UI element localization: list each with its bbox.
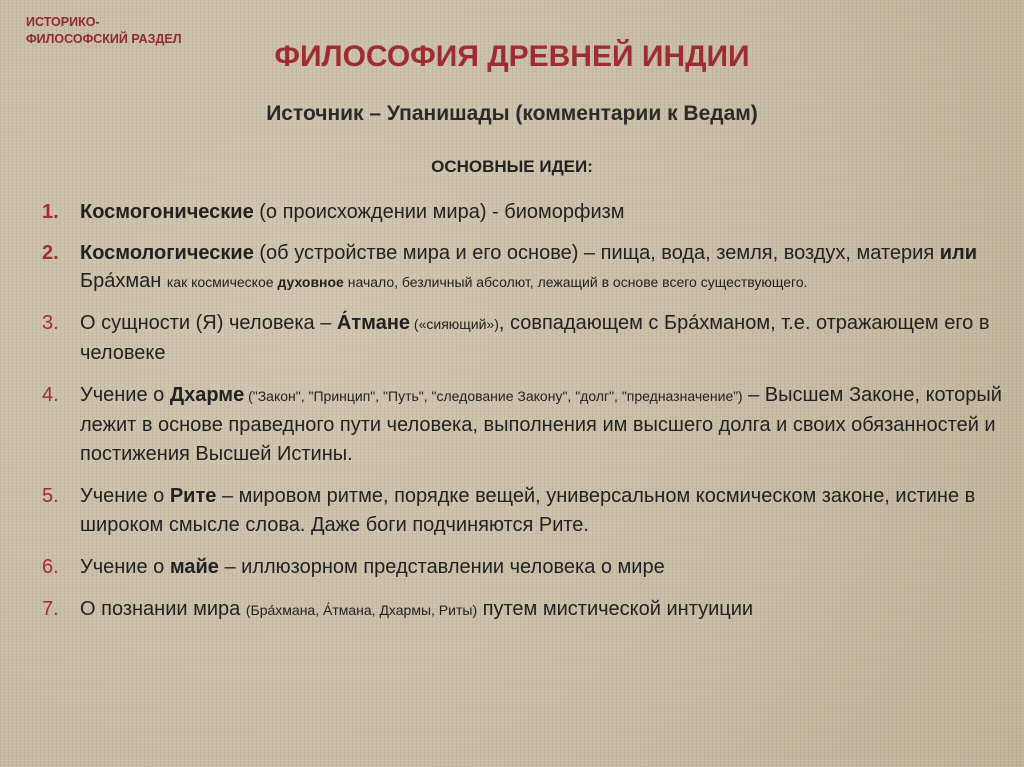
item-note: (Бра́хмана, А́тмана, Дхармы, Риты) [245, 602, 478, 618]
item-text: – Высшем Законе, который лежит в основе праведного пути человека, выполнения им высшего долга и своих обязанностей и постижения Высшей Истины. [80, 384, 1002, 465]
item-text: О сущности (Я) человека – [80, 312, 337, 334]
item-keyword: Космологические [80, 242, 254, 264]
item-text: путем мистической интуиции [477, 598, 754, 620]
item-text: (о происхождении мира) - биоморфизм [253, 201, 625, 223]
item-keyword: Рите [169, 485, 217, 507]
item-number: 1. [42, 201, 59, 223]
item-note: начало, безличный абсолют, лежащий в основе всего существующего. [343, 274, 808, 290]
item-number: 5. [42, 485, 59, 507]
ideas-list [42, 198, 1002, 638]
item-note: ("Закон", "Принцип", "Путь", "следование Закону", "долг", "предназначение”) [244, 388, 743, 404]
section-label-line1: ИСТОРИКО- [26, 15, 100, 29]
item-keyword: или [939, 242, 978, 264]
item-text: – мировом ритме, порядке вещей, универсальном космическом законе, истине в широком смысле слова. Даже боги подчиняются Рите. [80, 485, 976, 536]
list-item [42, 553, 1002, 582]
item-number: 4. [42, 384, 59, 406]
page-subtitle: Источник – Упанишады (комментарии к Ведам) [266, 102, 758, 125]
item-number: 3. [42, 312, 59, 334]
item-text: , совпадающем с Бра́хманом, т.е. отражающем его в человеке [80, 312, 990, 364]
page-title: ФИЛОСОФИЯ ДРЕВНЕЙ ИНДИИ [274, 40, 750, 73]
item-text: Учение о [80, 384, 170, 406]
item-text: – иллюзорном представлении человека о мире [218, 556, 665, 578]
item-keyword: майе [169, 556, 219, 578]
item-text: Учение о [80, 556, 170, 578]
section-label-line2: ФИЛОСОФСКИЙ РАЗДЕЛ [26, 32, 182, 46]
item-text: О познании мира [80, 598, 246, 620]
item-text: (об устройстве мира и его основе) – пища, вода, земля, воздух, материя [253, 242, 940, 264]
item-keyword: Космогонические [80, 201, 254, 223]
item-note: как космическое [166, 274, 278, 290]
list-item [42, 381, 1002, 469]
list-item [42, 482, 1002, 540]
ideas-heading: ОСНОВНЫЕ ИДЕИ: [431, 157, 593, 176]
item-number: 2. [42, 242, 59, 264]
item-keyword: А́тмане [336, 312, 411, 334]
item-text: Учение о [80, 485, 170, 507]
item-number: 6. [42, 556, 59, 578]
item-note-bold: духовное [277, 274, 344, 290]
list-item [42, 198, 1002, 227]
item-number: 7. [42, 598, 59, 620]
item-text: Бра́хман [80, 270, 167, 292]
item-keyword: Дхарме [169, 384, 245, 406]
list-item [42, 309, 1002, 368]
list-item [42, 239, 1002, 296]
list-item [42, 595, 1002, 625]
item-note: («сияющий») [410, 316, 499, 332]
